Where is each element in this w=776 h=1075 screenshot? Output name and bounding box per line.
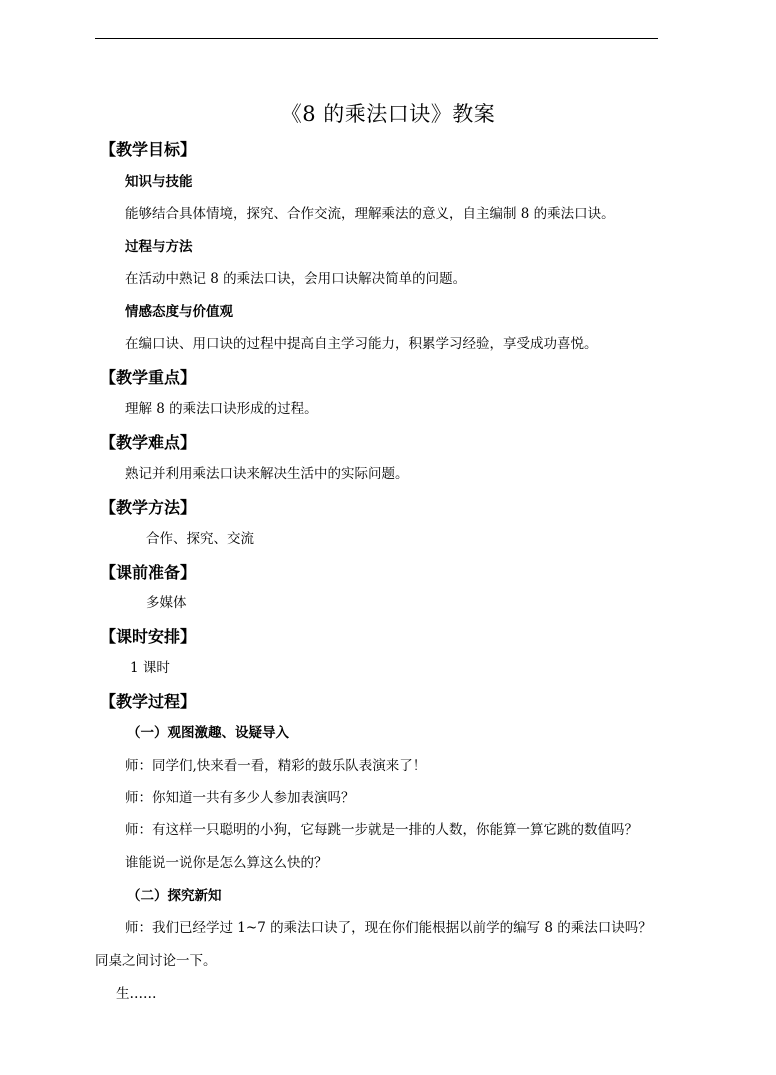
key-points-heading: 【教学重点】 (100, 368, 197, 387)
methods-text: 合作、探究、交流 (146, 531, 254, 547)
header-rule (95, 38, 658, 39)
document-title: 《8 的乘法口诀》教案 (280, 102, 496, 126)
process-line-6: 同桌之间讨论一下。 (95, 953, 217, 969)
attitude-label: 情感态度与价值观 (125, 304, 233, 320)
process-line-4: 谁能说一说你是怎么算这么快的？ (125, 855, 328, 871)
key-points-text: 理解 8 的乘法口诀形成的过程。 (125, 401, 318, 417)
goals-heading: 【教学目标】 (100, 140, 197, 159)
knowledge-text: 能够结合具体情境，探究、合作交流，理解乘法的意义，自主编制 8 的乘法口诀。 (125, 206, 615, 222)
attitude-text: 在编口诀、用口诀的过程中提高自主学习能力，积累学习经验，享受成功喜悦。 (125, 336, 598, 352)
preparation-heading: 【课前准备】 (100, 563, 197, 582)
methods-heading: 【教学方法】 (100, 498, 197, 517)
process-line-1: 师：同学们,快来看一看，精彩的鼓乐队表演来了！ (125, 758, 427, 774)
process-line-7: 生…… (116, 986, 157, 1002)
process-line-2: 师：你知道一共有多少人参加表演吗？ (125, 790, 355, 806)
knowledge-label: 知识与技能 (125, 174, 193, 190)
difficulties-text: 熟记并利用乘法口诀来解决生活中的实际问题。 (125, 466, 409, 482)
schedule-heading: 【课时安排】 (100, 627, 197, 646)
schedule-text: 1 课时 (130, 660, 170, 676)
part1-label: （一）观图激趣、设疑导入 (127, 725, 289, 741)
difficulties-heading: 【教学难点】 (100, 433, 197, 452)
process-line-3: 师：有这样一只聪明的小狗，它每跳一步就是一排的人数，你能算一算它跳的数值吗？ (125, 822, 638, 838)
part2-label: （二）探究新知 (127, 888, 222, 904)
process-line-5: 师：我们已经学过 1~7 的乘法口诀了，现在你们能根据以前学的编写 8 的乘法口诀吗？ (125, 920, 652, 936)
preparation-text: 多媒体 (146, 595, 187, 611)
process-heading: 【教学过程】 (100, 692, 197, 711)
process-text: 在活动中熟记 8 的乘法口诀，会用口诀解决简单的问题。 (125, 271, 467, 287)
process-label: 过程与方法 (125, 239, 193, 255)
